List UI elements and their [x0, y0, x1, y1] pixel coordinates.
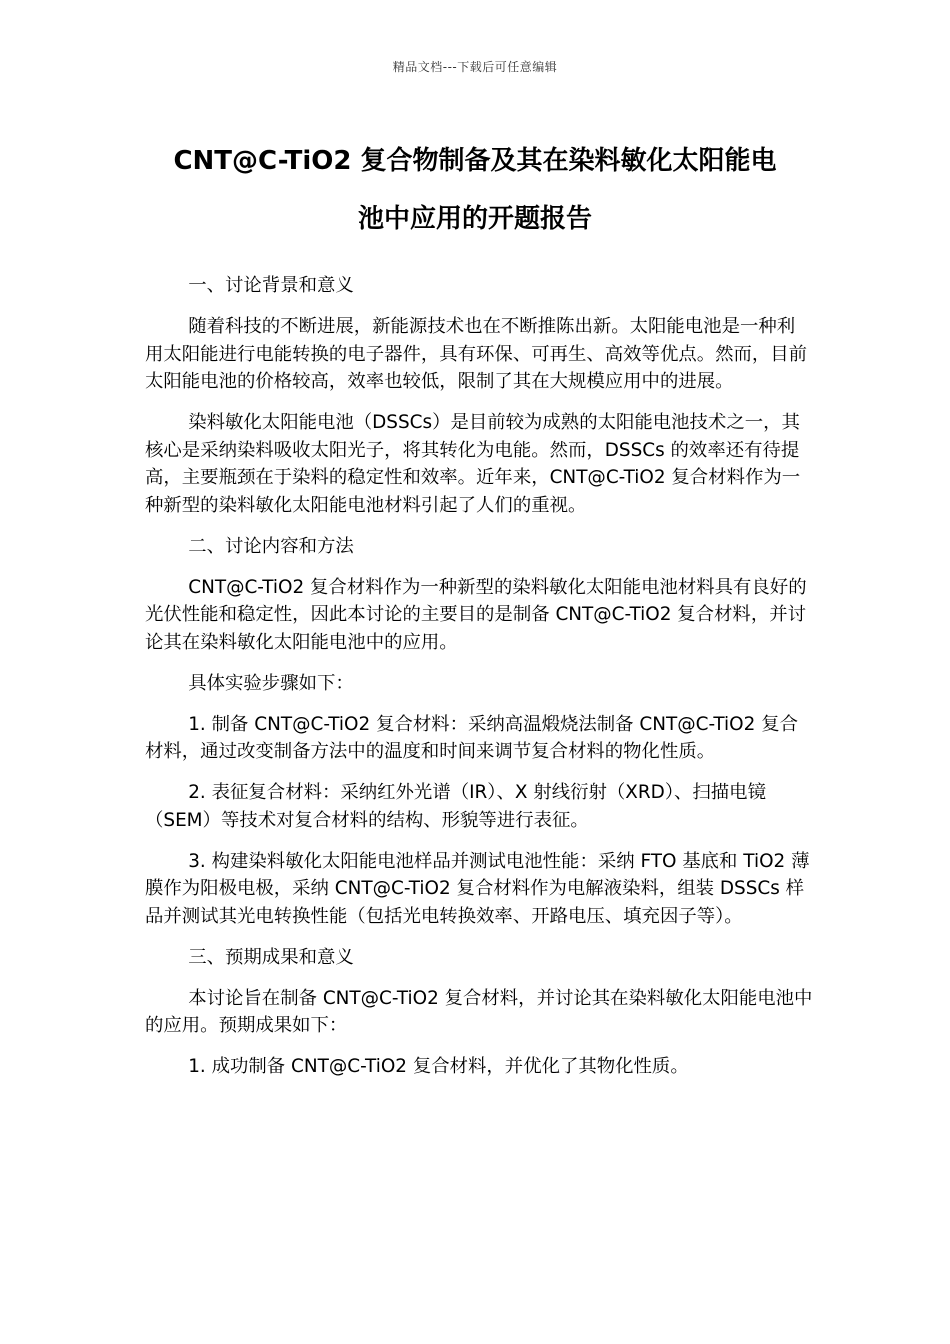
- section-heading-content-methods: 二、讨论内容和方法: [188, 535, 354, 557]
- paragraph: CNT@C-TiO2 复合材料作为一种新型的染料敏化太阳能电池材料具有良好的光伏性能和稳定性，因此本讨论的主要目的是制备 CNT@C-TiO2 复合材料，并讨论其在染料敏化太阳能电池中的应用。: [145, 576, 807, 653]
- paragraph: 染料敏化太阳能电池（DSSCs）是目前较为成熟的太阳能电池技术之一，其核心是采纳染料吸收太阳光子，将其转化为电能。然而，DSSCs 的效率还有待提高，主要瓶颈在于染料的稳定性和效率。近年来，CNT@C-TiO2 复合材料作为一种新型的染料敏化太阳能电池材料引起了人们的重视。: [145, 412, 801, 516]
- title-line-2: 池中应用的开题报告: [357, 204, 592, 234]
- list-item-step-3: 3. 构建染料敏化太阳能电池样品并测试电池性能：采纳 FTO 基底和 TiO2 薄膜作为阳极电极，采纳 CNT@C-TiO2 复合材料作为电解液染料，组装 DSSCs 样品并测试其光电转换性能（包括光电转换效率、开路电压、填充因子等）。: [145, 850, 810, 927]
- list-item-result-1: 1. 成功制备 CNT@C-TiO2 复合材料，并优化了其物化性质。: [188, 1056, 689, 1077]
- paragraph: 具体实验步骤如下：: [188, 672, 354, 694]
- title-line-1: CNT@C-TiO2 复合物制备及其在染料敏化太阳能电: [173, 146, 777, 176]
- section-heading-expected-results: 三、预期成果和意义: [188, 946, 354, 968]
- list-item-step-1: 1. 制备 CNT@C-TiO2 复合材料：采纳高温煅烧法制备 CNT@C-TiO2 复合材料，通过改变制备方法中的温度和时间来调节复合材料的物化性质。: [145, 713, 798, 762]
- document-body: [145, 272, 813, 1094]
- section-heading-background: 一、讨论背景和意义: [188, 275, 354, 296]
- paragraph: 本讨论旨在制备 CNT@C-TiO2 复合材料，并讨论其在染料敏化太阳能电池中的应用。预期成果如下：: [145, 987, 813, 1036]
- list-item-step-2: 2. 表征复合材料：采纳红外光谱（IR）、X 射线衍射（XRD）、扫描电镜（SEM）等技术对复合材料的结构、形貌等进行表征。: [145, 782, 766, 831]
- header-note: 精品文档---下载后可任意编辑: [392, 60, 558, 74]
- document-title: [120, 132, 830, 248]
- paragraph: 随着科技的不断进展，新能源技术也在不断推陈出新。太阳能电池是一种利用太阳能进行电能转换的电子器件，具有环保、可再生、高效等优点。然而，目前太阳能电池的价格较高，效率也较低，限制了其在大规模应用中的进展。: [145, 316, 808, 392]
